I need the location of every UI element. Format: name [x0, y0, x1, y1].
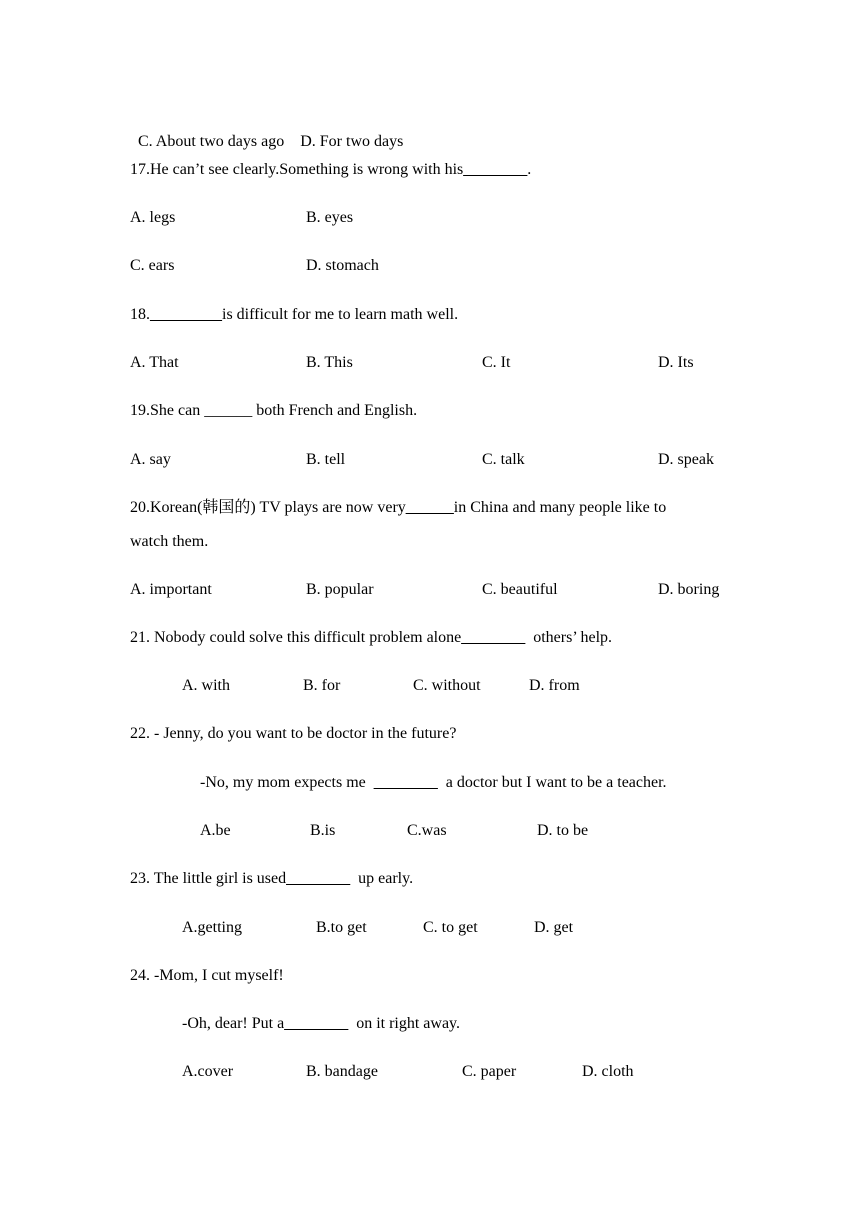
q17-option-a: A. legs — [130, 209, 176, 226]
q23-blank: ________ — [286, 870, 351, 887]
q20-stem — [130, 498, 666, 518]
q18-stem — [130, 305, 458, 325]
q22-option-c: C.was — [407, 822, 447, 839]
q24-reply-end: on it right away. — [348, 1015, 461, 1032]
q17-blank: ________ — [463, 161, 528, 178]
q23-option-a: A.getting — [182, 919, 242, 936]
q23-option-d: D. get — [534, 919, 574, 936]
q22-reply-end: a doctor but I want to be a teacher. — [437, 774, 667, 791]
q21-option-d: D. from — [529, 677, 580, 694]
q17-option-c: C. ears — [130, 257, 175, 274]
q22-option-b: B.is — [310, 822, 336, 839]
q24-option-b: B. bandage — [306, 1063, 378, 1080]
q19-option-c: C. talk — [482, 451, 525, 468]
q16-option-c: C. About two days ago — [138, 133, 285, 150]
q17-stem — [130, 160, 531, 180]
q22-reply-text: -No, my mom expects me — [200, 774, 374, 791]
q21-stem-end: others’ help. — [525, 629, 613, 646]
q20-blank: ______ — [405, 499, 454, 516]
q18-number: 18. — [130, 306, 150, 323]
q22-stem: 22. - Jenny, do you want to be doctor in the future? — [130, 725, 457, 742]
q20-stem-cont: in China and many people like to — [453, 499, 667, 516]
q23-stem-end: up early. — [350, 870, 414, 887]
q23-stem-text: 23. The little girl is used — [130, 870, 287, 887]
q20-option-a: A. important — [130, 581, 212, 598]
q19-option-d: D. speak — [658, 451, 714, 468]
q17-stem-text: 17.He can’t see clearly.Something is wrong with his — [130, 161, 464, 178]
q20-option-c: C. beautiful — [482, 581, 558, 598]
q18-stem-text: is difficult for me to learn math well. — [222, 306, 459, 323]
q18-blank: _________ — [150, 306, 222, 323]
q20-stem-line2: watch them. — [130, 533, 209, 550]
q21-stem — [130, 628, 612, 648]
q21-stem-text: 21. Nobody could solve this difficult problem alone — [130, 629, 462, 646]
q21-option-c: C. without — [413, 677, 481, 694]
q20-option-d: D. boring — [658, 581, 720, 598]
q22-blank: ________ — [373, 774, 438, 791]
q16-option-d: D. For two days — [300, 133, 404, 150]
q19-stem: 19.She can ______ both French and English. — [130, 402, 418, 419]
q22-reply — [200, 773, 667, 793]
q18-option-c: C. It — [482, 354, 511, 371]
q23-option-c: C. to get — [423, 919, 478, 936]
q24-option-c: C. paper — [462, 1063, 517, 1080]
q24-stem: 24. -Mom, I cut myself! — [130, 967, 284, 984]
q21-blank: ________ — [461, 629, 526, 646]
q23-stem — [130, 869, 413, 889]
q24-blank: ________ — [284, 1015, 349, 1032]
q24-option-a: A.cover — [182, 1063, 234, 1080]
q20-stem-text: 20.Korean(韩国的) TV plays are now very — [130, 499, 406, 516]
q24-option-d: D. cloth — [582, 1063, 634, 1080]
q18-option-a: A. That — [130, 354, 179, 371]
q19-option-b: B. tell — [306, 451, 346, 468]
q22-option-d: D. to be — [537, 822, 589, 839]
q20-option-b: B. popular — [306, 581, 374, 598]
q21-option-b: B. for — [303, 677, 341, 694]
q21-option-a: A. with — [182, 677, 230, 694]
q24-reply-text: -Oh, dear! Put a — [182, 1015, 285, 1032]
q18-option-d: D. Its — [658, 354, 694, 371]
q22-option-a: A.be — [200, 822, 231, 839]
q18-option-b: B. This — [306, 354, 353, 371]
q16-options-row — [130, 112, 403, 152]
q17-stem-end: . — [527, 161, 532, 178]
q19-option-a: A. say — [130, 451, 171, 468]
q24-reply — [182, 1014, 460, 1034]
q17-option-b: B. eyes — [306, 209, 354, 226]
q23-option-b: B.to get — [316, 919, 367, 936]
q17-option-d: D. stomach — [306, 257, 379, 274]
